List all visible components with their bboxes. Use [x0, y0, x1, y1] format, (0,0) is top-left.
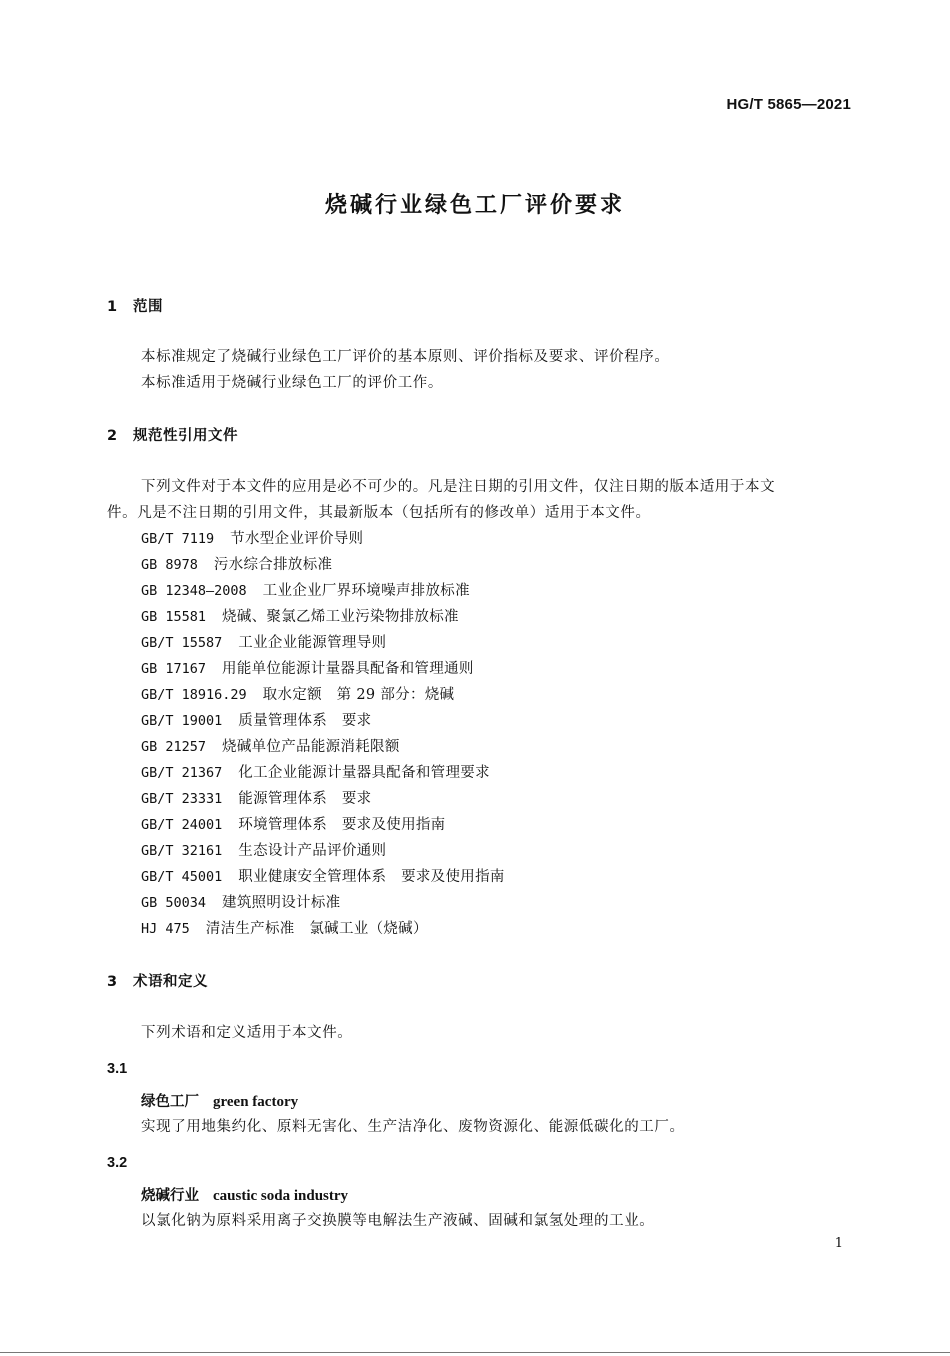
- section-3-heading: [107, 970, 208, 991]
- reference-code: GB/T 19001: [141, 713, 223, 729]
- reference-item: [141, 631, 386, 652]
- term-number: 3.1: [107, 1061, 128, 1077]
- reference-code: HJ 475: [141, 921, 190, 937]
- section-heading-text: 规范性引用文件: [133, 428, 238, 444]
- reference-item: [141, 605, 459, 626]
- reference-code: GB 50034: [141, 895, 207, 911]
- reference-item: [141, 735, 400, 756]
- reference-code: GB/T 15587: [141, 635, 223, 651]
- section-number: 2: [107, 428, 118, 444]
- reference-item: [141, 553, 332, 574]
- reference-code: GB 8978: [141, 557, 198, 573]
- refs-intro-line-1: 下列文件对于本文件的应用是必不可少的。凡是注日期的引用文件，仅注日期的版本适用于本文: [141, 479, 776, 495]
- reference-code: GB/T 45001: [141, 869, 223, 885]
- reference-code: GB 17167: [141, 661, 207, 677]
- page-bottom-rule: [0, 1352, 950, 1353]
- reference-item: [141, 761, 490, 782]
- reference-title: 质量管理体系 要求: [238, 713, 372, 729]
- reference-code: GB/T 32161: [141, 843, 223, 859]
- page-number: 1: [834, 1236, 843, 1251]
- section-heading-text: 范围: [133, 299, 163, 315]
- reference-code: GB/T 24001: [141, 817, 223, 833]
- term-en: green factory: [213, 1094, 299, 1110]
- reference-item: [141, 579, 470, 600]
- reference-title: 节水型企业评价导则: [230, 531, 364, 547]
- reference-item: [141, 891, 340, 912]
- term-number: 3.2: [107, 1155, 128, 1171]
- term-zh: 烧碱行业: [141, 1188, 199, 1204]
- scope-paragraph-2: 本标准适用于烧碱行业绿色工厂的评价工作。: [141, 375, 443, 391]
- reference-code: GB/T 23331: [141, 791, 223, 807]
- reference-title: 取水定额 第 29 部分：烧碱: [262, 687, 455, 703]
- scope-paragraph-1: 本标准规定了烧碱行业绿色工厂评价的基本原则、评价指标及要求、评价程序。: [141, 349, 670, 365]
- reference-title: 生态设计产品评价通则: [238, 843, 387, 859]
- reference-title: 环境管理体系 要求及使用指南: [238, 817, 446, 833]
- reference-code: GB/T 7119: [141, 531, 215, 547]
- reference-title: 用能单位能源计量器具配备和管理通则: [222, 661, 474, 677]
- reference-item: [141, 839, 386, 860]
- reference-item: [141, 813, 445, 834]
- reference-item: [141, 865, 505, 886]
- reference-title: 工业企业厂界环境噪声排放标准: [262, 583, 470, 599]
- section-2-heading: [107, 424, 238, 445]
- reference-code: GB/T 21367: [141, 765, 223, 781]
- reference-code: GB 15581: [141, 609, 207, 625]
- refs-intro-line-2: 件。凡是不注日期的引用文件，其最新版本（包括所有的修改单）适用于本文件。: [107, 505, 651, 521]
- reference-code: GB/T 18916.29: [141, 687, 247, 703]
- reference-code: GB 12348—2008: [141, 583, 247, 599]
- reference-item: [141, 527, 363, 548]
- reference-title: 能源管理体系 要求: [238, 791, 372, 807]
- reference-item: [141, 657, 474, 678]
- document-title: 烧碱行业绿色工厂评价要求: [324, 193, 625, 218]
- reference-title: 职业健康安全管理体系 要求及使用指南: [238, 869, 505, 885]
- standard-code: HG/T 5865—2021: [726, 96, 851, 113]
- terms-intro: 下列术语和定义适用于本文件。: [141, 1025, 353, 1041]
- section-1-heading: [107, 295, 163, 316]
- reference-item: [141, 787, 371, 808]
- reference-code: GB 21257: [141, 739, 207, 755]
- reference-title: 清洁生产标准 氯碱工业（烧碱）: [205, 921, 428, 937]
- section-number: 3: [107, 974, 118, 990]
- term-zh: 绿色工厂: [141, 1094, 199, 1110]
- reference-item: [141, 917, 428, 938]
- term-definition: 实现了用地集约化、原料无害化、生产洁净化、废物资源化、能源低碳化的工厂。: [141, 1119, 685, 1135]
- term-heading: [141, 1090, 298, 1111]
- term-heading: [141, 1184, 348, 1205]
- reference-item: [141, 683, 454, 704]
- section-number: 1: [107, 299, 118, 315]
- term-definition: 以氯化钠为原料采用离子交换膜等电解法生产液碱、固碱和氯氢处理的工业。: [141, 1213, 655, 1229]
- reference-title: 污水综合排放标准: [213, 557, 333, 573]
- reference-title: 化工企业能源计量器具配备和管理要求: [238, 765, 490, 781]
- reference-title: 工业企业能源管理导则: [238, 635, 387, 651]
- section-heading-text: 术语和定义: [133, 974, 208, 990]
- reference-title: 建筑照明设计标准: [222, 895, 341, 911]
- reference-title: 烧碱、聚氯乙烯工业污染物排放标准: [222, 609, 459, 625]
- reference-item: [141, 709, 371, 730]
- reference-title: 烧碱单位产品能源消耗限额: [222, 739, 400, 755]
- term-en: caustic soda industry: [213, 1188, 349, 1204]
